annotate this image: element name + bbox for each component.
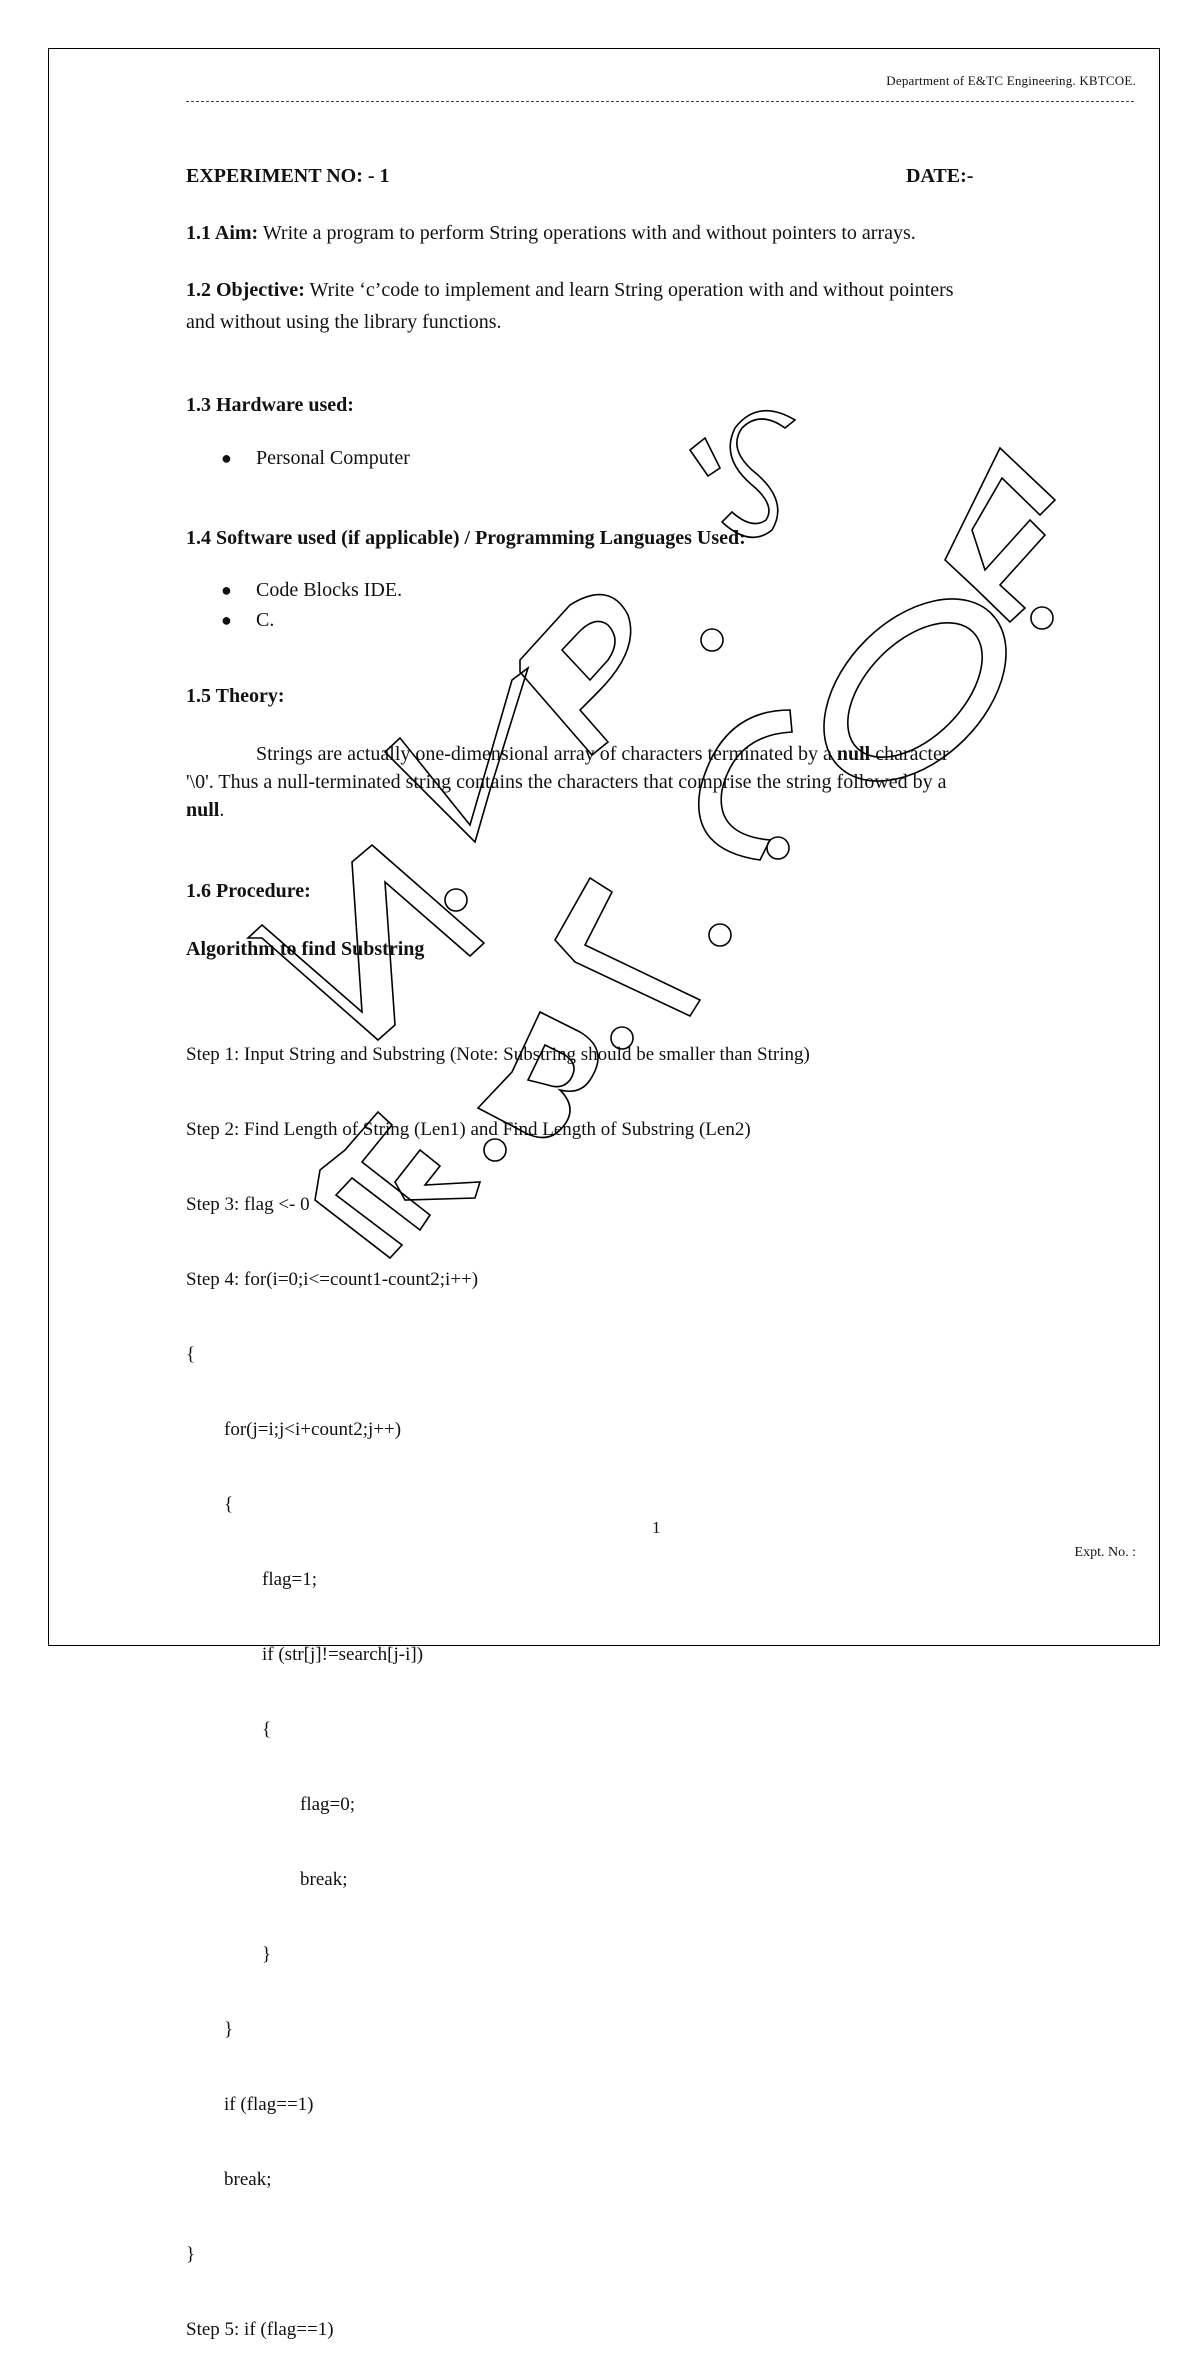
code-line: flag=1; [186,1569,318,1590]
theory-line-2: '\0'. Thus a null-terminated string contains the characters that comprise the string followed by a [186,771,947,793]
software-item: Code Blocks IDE. [256,579,403,601]
theory-line-1: Strings are actually one-dimensional array of characters terminated by a null character [256,743,949,765]
bullet-icon: ● [221,610,232,630]
page-number: 1 [652,1518,661,1537]
code-line: } [186,2244,196,2265]
aim-heading: 1.1 Aim: [186,222,259,244]
theory-line-3: null. [186,799,225,821]
code-line: { [186,1494,234,1515]
software-heading: 1.4 Software used (if applicable) / Programming Languages Used: [186,527,746,549]
code-line: if (flag==1) [186,2094,314,2115]
objective-line-1 [186,276,954,304]
objective-text: Write ‘c’code to implement and learn String operation with and without pointers [309,279,954,301]
date-label: DATE:- [906,165,974,187]
department-header: Department of E&TC Engineering. KBTCOE. [886,73,1136,88]
theory-heading: 1.5 Theory: [186,685,285,707]
step-line: Step 1: Input String and Substring (Note: Substring should be smaller than String) [186,1044,810,1065]
step-line: Step 3: flag <- 0 [186,1194,310,1215]
software-item: C. [256,609,275,631]
code-line: } [186,2019,234,2040]
objective-line-2: and without using the library functions. [186,311,502,333]
code-line: { [186,1344,196,1365]
aim-text: Write a program to perform String operations with and without pointers to arrays. [262,222,916,244]
code-line: if (str[j]!=search[j-i]) [186,1644,424,1665]
code-line: break; [186,2169,272,2190]
algorithm-heading: Algorithm to find Substring [186,938,425,960]
expt-no-label: Expt. No. : [1074,1545,1136,1560]
header-divider [186,101,1134,102]
code-line: { [186,1719,272,1740]
experiment-number: EXPERIMENT NO: - 1 [186,165,390,187]
bullet-icon: ● [221,580,232,600]
code-line: } [186,1944,272,1965]
code-line: flag=0; [186,1794,356,1815]
aim-section [186,219,916,247]
hardware-item: Personal Computer [256,447,410,469]
bullet-icon: ● [221,448,232,468]
code-line: Step 5: if (flag==1) [186,2319,334,2340]
step-line: Step 2: Find Length of String (Len1) and Find Length of Substring (Len2) [186,1119,751,1140]
algorithm-steps [186,992,810,2367]
step-line: Step 4: for(i=0;i<=count1-count2;i++) [186,1269,479,1290]
code-line: break; [186,1869,348,1890]
code-line: for(j=i;j<i+count2;j++) [186,1419,402,1440]
objective-heading: 1.2 Objective: [186,279,305,301]
procedure-heading: 1.6 Procedure: [186,880,311,902]
hardware-heading: 1.3 Hardware used: [186,394,354,416]
